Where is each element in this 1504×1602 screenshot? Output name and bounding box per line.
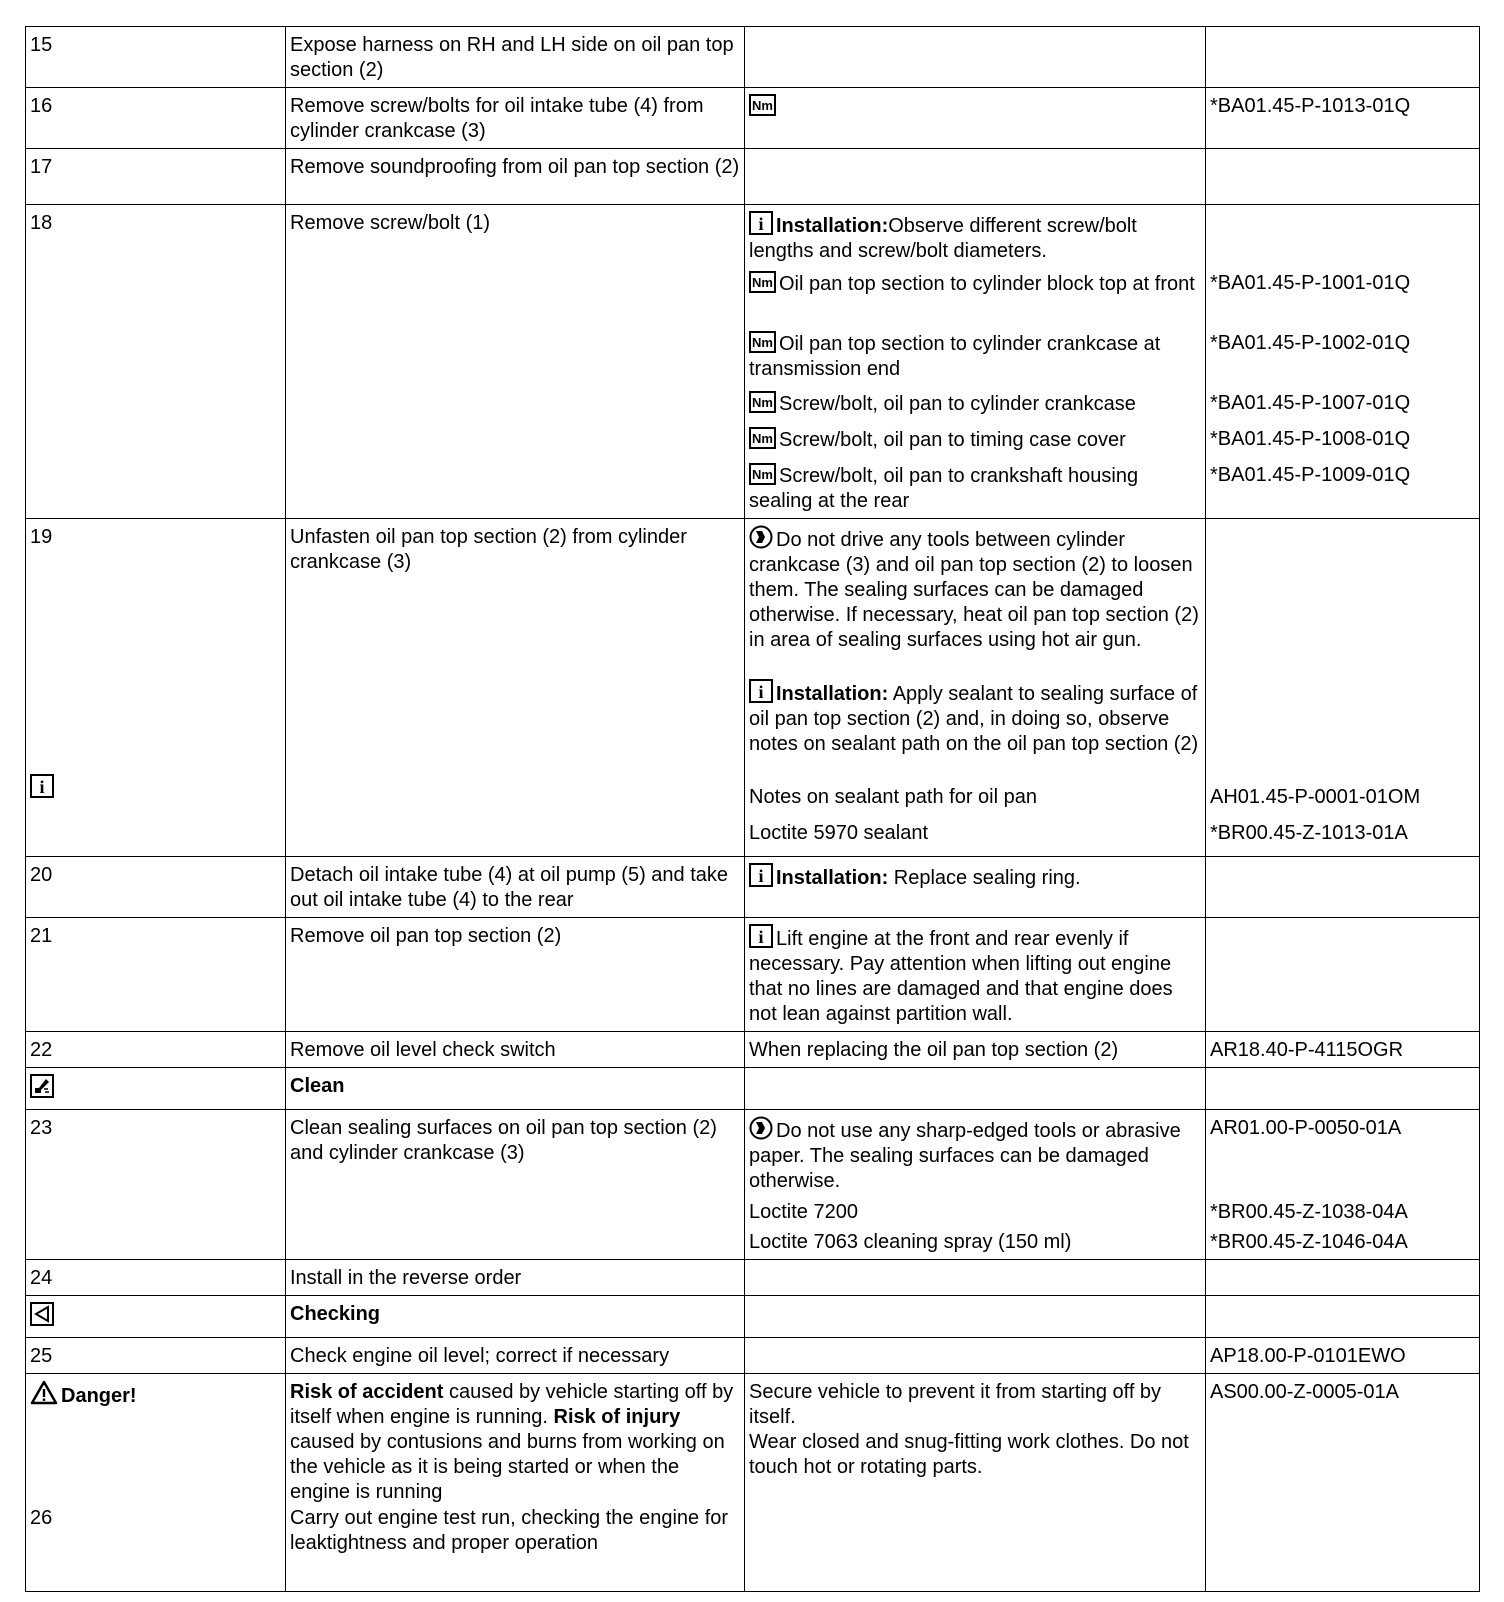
- torque-icon: [749, 463, 776, 485]
- table-row: [26, 519, 1480, 857]
- reference-code[interactable]: AH01.45-P-0001-01OM: [1210, 786, 1421, 808]
- reference-code[interactable]: *BR00.45-Z-1013-01A: [1210, 822, 1408, 844]
- table-row: [26, 918, 1480, 1032]
- caution-icon: [749, 1116, 773, 1140]
- torque-item: Nm Oil pan top section to cylinder crankcase at transmission end: [749, 333, 1161, 380]
- table-row: [26, 1032, 1480, 1068]
- svg-text:i: i: [758, 866, 764, 886]
- step-number: 23: [26, 1110, 286, 1260]
- reference-code[interactable]: *BR00.45-Z-1038-04A: [1210, 1201, 1408, 1223]
- torque-icon: [749, 331, 776, 353]
- torque-icon: [749, 94, 776, 116]
- cleaning-icon: [30, 1074, 54, 1098]
- reference-code[interactable]: *BA01.45-P-1001-01Q: [1210, 272, 1411, 294]
- info-icon: [749, 924, 773, 948]
- risk-label: Risk of accident: [290, 1381, 444, 1403]
- reference-code[interactable]: AR01.00-P-0050-01A: [1210, 1117, 1402, 1139]
- note-text: Lift engine at the front and rear evenly if necessary. Pay attention when lifting out engine that no lines are damaged and that engine does not lean against partition wall.: [749, 928, 1173, 1025]
- checking-icon: [30, 1302, 54, 1326]
- notes-text: Notes on sealant path for oil pan: [749, 786, 1037, 808]
- step-action: Unfasten oil pan top section (2) from cylinder crankcase (3): [286, 519, 745, 857]
- reference-code[interactable]: AS00.00-Z-0005-01A: [1206, 1374, 1480, 1592]
- step-number: 24: [26, 1260, 286, 1296]
- table-row: [26, 88, 1480, 149]
- svg-text:Nm: Nm: [752, 98, 773, 113]
- torque-icon: [749, 427, 776, 449]
- procedure-table: [25, 26, 1480, 1592]
- section-row: [26, 1296, 1480, 1338]
- step-number: 25: [26, 1338, 286, 1374]
- table-row: Danger! 26 Risk of accident caused by vehicle starting off by itself when engine is running. Risk of injury caused by contusions and burns from working on the vehicle as it is being started or when the engine is running Carry out engine test run, checking the engine for leaktightness and proper operation Secure vehicle to prevent it from starting off by itself. Wear closed and snug-fitting work clothes. Do not touch hot or rotating parts. AS00.00-Z-0005-01A: [26, 1374, 1480, 1592]
- note-text: When replacing the oil pan top section (2): [745, 1032, 1206, 1068]
- section-title: Clean: [286, 1068, 745, 1110]
- danger-note: Wear closed and snug-fitting work clothes. Do not touch hot or rotating parts.: [749, 1431, 1189, 1478]
- caution-icon: [749, 525, 773, 549]
- info-icon: [749, 679, 773, 703]
- svg-text:i: i: [758, 214, 764, 234]
- torque-item: Nm Oil pan top section to cylinder block top at front: [749, 271, 1201, 331]
- step-action: Expose harness on RH and LH side on oil pan top section (2): [286, 27, 745, 88]
- table-row: [26, 205, 1480, 519]
- step-number: 21: [26, 918, 286, 1032]
- step-action: Remove screw/bolt (1): [286, 205, 745, 519]
- step-number: 20: [26, 857, 286, 918]
- step-action: Remove soundproofing from oil pan top section (2): [286, 149, 745, 205]
- reference-code[interactable]: *BA01.45-P-1007-01Q: [1210, 392, 1411, 414]
- torque-item: Nm Screw/bolt, oil pan to cylinder crankcase: [749, 391, 1201, 427]
- danger-note: Secure vehicle to prevent it from starting off by itself.: [749, 1381, 1162, 1428]
- step-number: 16: [26, 88, 286, 149]
- torque-item: Nm Screw/bolt, oil pan to crankshaft housing sealing at the rear: [749, 465, 1139, 512]
- step-action: Remove oil level check switch: [286, 1032, 745, 1068]
- reference-code[interactable]: *BA01.45-P-1009-01Q: [1210, 464, 1411, 486]
- step-number: 22: [26, 1032, 286, 1068]
- step-number: 19: [30, 526, 53, 548]
- info-icon: [749, 211, 773, 235]
- torque-icon: [749, 271, 776, 293]
- material-text: Loctite 7063 cleaning spray (150 ml): [749, 1231, 1072, 1253]
- installation-text: Apply sealant to sealing surface of oil pan top section (2) and, in doing so, observe notes on sealant path on the oil pan top section (2): [749, 683, 1199, 755]
- step-number: 26: [30, 1507, 53, 1529]
- installation-label: Installation:: [776, 215, 889, 237]
- step-number: 15: [26, 27, 286, 88]
- torque-item: Nm Screw/bolt, oil pan to timing case cover: [749, 427, 1201, 463]
- reference-code[interactable]: AP18.00-P-0101EWO: [1206, 1338, 1480, 1374]
- step-action: Remove screw/bolts for oil intake tube (4) from cylinder crankcase (3): [286, 88, 745, 149]
- svg-text:Nm: Nm: [752, 395, 773, 410]
- installation-text: Observe different screw/bolt lengths and screw/bolt diameters.: [749, 215, 1137, 262]
- torque-icon: [749, 391, 776, 413]
- step-action: Carry out engine test run, checking the engine for leaktightness and proper operation: [290, 1507, 729, 1554]
- table-row: [26, 1338, 1480, 1374]
- section-title: Checking: [286, 1296, 745, 1338]
- caution-text: Do not drive any tools between cylinder crankcase (3) and oil pan top section (2) to loosen them. The sealing surfaces can be damaged otherwise. If necessary, heat oil pan top section (2) in area of sealing surfaces using hot air gun.: [749, 529, 1199, 651]
- reference-code[interactable]: *BA01.45-P-1013-01Q: [1206, 88, 1480, 149]
- warning-icon: [30, 1380, 58, 1405]
- table-row: [26, 857, 1480, 918]
- step-action: Check engine oil level; correct if necessary: [286, 1338, 745, 1374]
- section-row: [26, 1068, 1480, 1110]
- svg-text:i: i: [39, 777, 45, 797]
- danger-label: Danger!: [61, 1385, 137, 1407]
- step-action: Detach oil intake tube (4) at oil pump (5) and take out oil intake tube (4) to the rear: [286, 857, 745, 918]
- table-row: [26, 27, 1480, 88]
- reference-code[interactable]: *BA01.45-P-1008-01Q: [1210, 428, 1411, 450]
- svg-text:Nm: Nm: [752, 431, 773, 446]
- svg-text:i: i: [758, 927, 764, 947]
- svg-text:Nm: Nm: [752, 467, 773, 482]
- step-number: 18: [26, 205, 286, 519]
- table-row: [26, 1260, 1480, 1296]
- caution-text: Do not use any sharp-edged tools or abrasive paper. The sealing surfaces can be damaged otherwise.: [749, 1120, 1181, 1192]
- table-row: [26, 149, 1480, 205]
- installation-text: Replace sealing ring.: [893, 867, 1081, 889]
- sealant-text: Loctite 5970 sealant: [749, 822, 929, 844]
- step-number: 17: [26, 149, 286, 205]
- step-action: Install in the reverse order: [286, 1260, 745, 1296]
- svg-text:i: i: [758, 682, 764, 702]
- installation-label: Installation:: [776, 683, 889, 705]
- info-icon: [749, 863, 773, 887]
- reference-code[interactable]: *BA01.45-P-1002-01Q: [1210, 332, 1411, 354]
- reference-code[interactable]: AR18.40-P-4115OGR: [1206, 1032, 1480, 1068]
- risk-label: Risk of injury: [553, 1406, 681, 1428]
- svg-text:Nm: Nm: [752, 335, 773, 350]
- material-text: Loctite 7200: [749, 1201, 858, 1223]
- table-row: [26, 1110, 1480, 1260]
- reference-code[interactable]: *BR00.45-Z-1046-04A: [1210, 1231, 1408, 1253]
- step-action: Remove oil pan top section (2): [286, 918, 745, 1032]
- step-action: Clean sealing surfaces on oil pan top section (2) and cylinder crankcase (3): [286, 1110, 745, 1260]
- svg-text:Nm: Nm: [752, 275, 773, 290]
- info-icon: [30, 774, 54, 798]
- installation-label: Installation:: [776, 867, 889, 889]
